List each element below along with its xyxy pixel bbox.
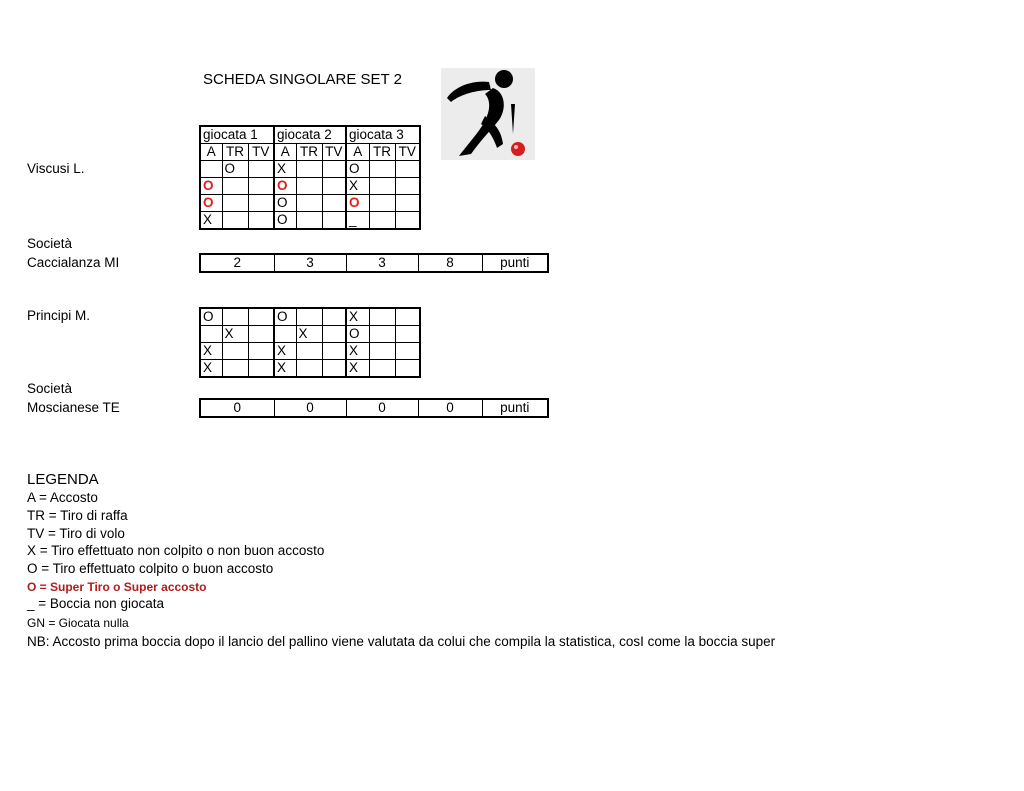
legend-item: A = Accosto: [27, 490, 98, 505]
score-grid-cell: [395, 195, 420, 212]
sub-header: TV: [248, 144, 274, 161]
legend-item: GN = Giocata nulla: [27, 616, 129, 630]
score-grid-cell: [248, 195, 274, 212]
sub-header: A: [200, 144, 222, 161]
total-score: 8: [418, 254, 482, 272]
score-grid-cell: [395, 343, 420, 360]
score-grid-cell: [369, 360, 395, 378]
score-grid-cell: [395, 308, 420, 326]
score-grid-cell: X: [296, 326, 322, 343]
total-score: 0: [418, 399, 482, 417]
score-grid-cell: [369, 212, 395, 230]
legend-title: LEGENDA: [27, 471, 99, 488]
table-row: [200, 326, 420, 343]
score-cell: 0: [200, 399, 274, 417]
score-grid-cell: X: [346, 360, 369, 378]
score-grid-cell: [222, 212, 248, 230]
score-grid-cell: O: [222, 161, 248, 178]
score-grid-cell: [395, 161, 420, 178]
score-grid-cell: X: [222, 326, 248, 343]
score-grid-cell: X: [274, 360, 296, 378]
legend-item-super: O = Super Tiro o Super accosto: [27, 580, 207, 594]
societa-label: Società: [27, 236, 73, 251]
score-grid-cell: [200, 326, 222, 343]
table-row: [200, 308, 420, 326]
score-grid-cell: [296, 178, 322, 195]
score-grid-cell: X: [200, 212, 222, 230]
score-grid-cell: [296, 195, 322, 212]
score-grid-cell: O: [274, 195, 296, 212]
legend-item: _ = Boccia non giocata: [27, 596, 164, 611]
score-grid-cell: [222, 360, 248, 378]
club-name: Caccialanza MI: [27, 255, 120, 270]
score-grid-cell: [296, 360, 322, 378]
sub-header: A: [274, 144, 296, 161]
score-grid-cell: [322, 308, 346, 326]
score-grid-cell: X: [274, 343, 296, 360]
score-grid-cell: O: [274, 212, 296, 230]
score-grid-cell: [222, 308, 248, 326]
score-grid-cell: O: [274, 178, 296, 195]
score-grid-cell: [248, 161, 274, 178]
score-grid-cell: O: [346, 161, 369, 178]
score-grid-cell: X: [200, 360, 222, 378]
legend-item: O = Tiro effettuato colpito o buon accosto: [27, 561, 274, 576]
sub-header: TV: [395, 144, 420, 161]
score-grid-cell: [322, 326, 346, 343]
score-grid-cell: [395, 360, 420, 378]
player-name: Principi M.: [27, 308, 91, 323]
table-row: [200, 343, 420, 360]
table-row: [200, 178, 420, 195]
score-grid-cell: [369, 326, 395, 343]
score-grid-cell: [395, 178, 420, 195]
sub-header: A: [346, 144, 369, 161]
score-grid-cell: [369, 161, 395, 178]
score-summary-player-1: [199, 253, 549, 273]
score-grid-cell: [248, 212, 274, 230]
group-header: giocata 1: [200, 126, 274, 144]
score-grid-cell: [296, 212, 322, 230]
score-grid-cell: [322, 161, 346, 178]
sub-header: TR: [369, 144, 395, 161]
societa-label: Società: [27, 381, 73, 396]
score-grid-cell: [395, 212, 420, 230]
group-header: giocata 2: [274, 126, 346, 144]
score-grid-cell: [274, 326, 296, 343]
score-grid-cell: X: [200, 343, 222, 360]
score-grid-cell: O: [200, 308, 222, 326]
score-summary-player-2: [199, 398, 549, 418]
score-grid-cell: _: [346, 212, 369, 230]
score-grid-cell: [322, 178, 346, 195]
score-grid-player-2: [199, 307, 421, 378]
score-grid-cell: O: [346, 195, 369, 212]
score-grid-cell: [395, 326, 420, 343]
score-grid-cell: [222, 195, 248, 212]
table-row: [200, 161, 420, 178]
legend-item: TV = Tiro di volo: [27, 526, 125, 541]
score-grid-cell: [222, 343, 248, 360]
table-row: [200, 360, 420, 378]
score-cell: 2: [200, 254, 274, 272]
score-cell: 3: [346, 254, 418, 272]
score-grid-cell: O: [274, 308, 296, 326]
score-grid-cell: [296, 161, 322, 178]
score-grid-cell: [296, 343, 322, 360]
score-cell: 0: [346, 399, 418, 417]
score-grid-cell: [322, 195, 346, 212]
score-grid-cell: O: [346, 326, 369, 343]
bocce-player-logo-icon: [441, 68, 535, 160]
score-grid-cell: [248, 308, 274, 326]
score-grid-cell: [248, 360, 274, 378]
score-grid-cell: O: [200, 178, 222, 195]
sub-header: TR: [222, 144, 248, 161]
sub-header: TR: [296, 144, 322, 161]
points-label: punti: [482, 254, 548, 272]
sub-header: TV: [322, 144, 346, 161]
score-grid-cell: [222, 178, 248, 195]
score-grid-cell: [369, 343, 395, 360]
score-grid-cell: [369, 195, 395, 212]
player-name: Viscusi L.: [27, 161, 85, 176]
legend-item: X = Tiro effettuato non colpito o non buon accosto: [27, 543, 325, 558]
points-label: punti: [482, 399, 548, 417]
legend-note: NB: Accosto prima boccia dopo il lancio del pallino viene valutata da colui che compila la statistica, cosI come la boccia super: [27, 634, 776, 649]
score-grid-cell: X: [346, 343, 369, 360]
score-grid-cell: [369, 178, 395, 195]
score-grid-player-1: [199, 125, 421, 230]
page-title: SCHEDA SINGOLARE SET 2: [203, 71, 402, 88]
legend-item: TR = Tiro di raffa: [27, 508, 128, 523]
score-grid-cell: [369, 308, 395, 326]
score-grid-cell: [322, 343, 346, 360]
club-name: Moscianese TE: [27, 400, 120, 415]
score-grid-cell: [296, 308, 322, 326]
table-row: [200, 195, 420, 212]
score-grid-cell: O: [200, 195, 222, 212]
table-row: [200, 212, 420, 230]
group-header: giocata 3: [346, 126, 420, 144]
score-grid-cell: X: [346, 308, 369, 326]
score-grid-cell: [322, 360, 346, 378]
score-cell: 0: [274, 399, 346, 417]
score-grid-cell: X: [346, 178, 369, 195]
score-grid-cell: [248, 178, 274, 195]
score-grid-cell: [200, 161, 222, 178]
score-grid-cell: [248, 326, 274, 343]
score-grid-cell: [322, 212, 346, 230]
score-cell: 3: [274, 254, 346, 272]
score-grid-cell: X: [274, 161, 296, 178]
score-grid-cell: [248, 343, 274, 360]
